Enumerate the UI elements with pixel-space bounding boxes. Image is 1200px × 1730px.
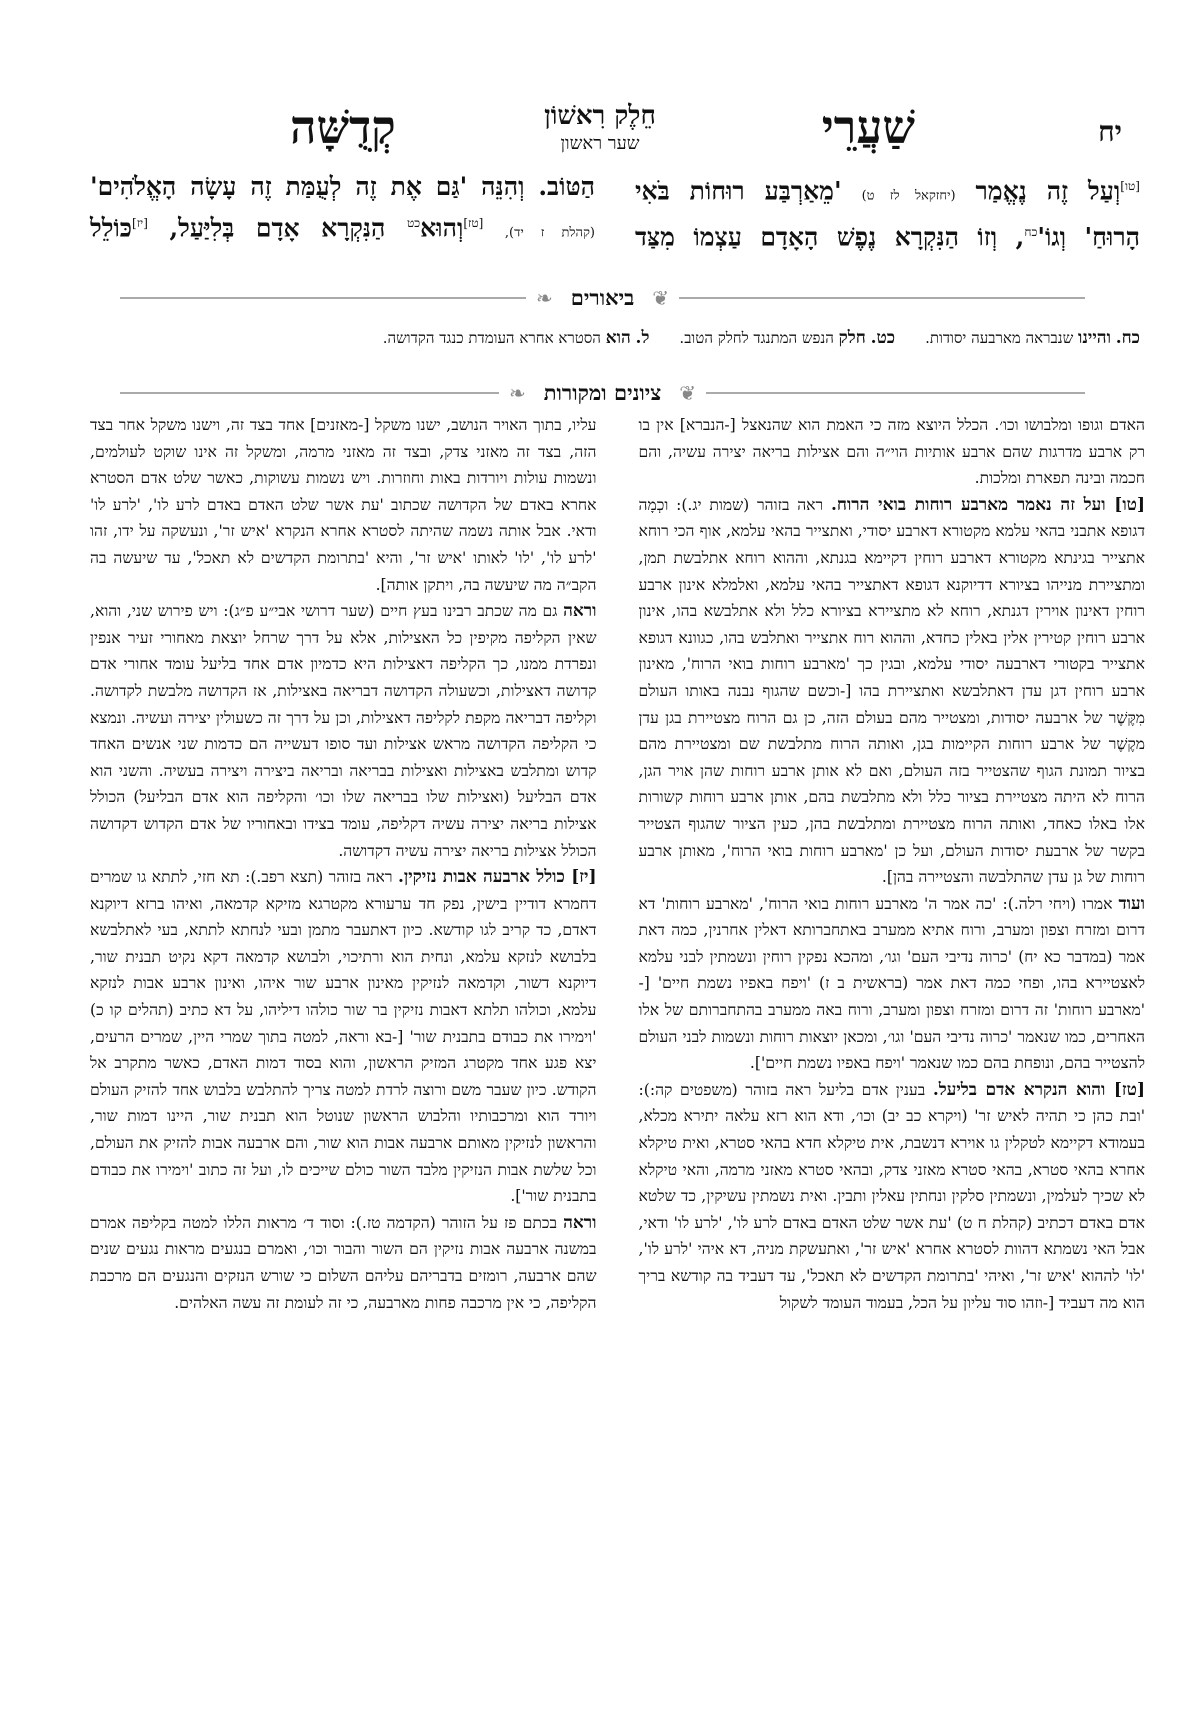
note-marker: [טז]	[463, 216, 484, 230]
sources-column-right	[639, 412, 1146, 1316]
note-marker: כט	[407, 216, 421, 230]
divider-line	[120, 297, 526, 299]
sources-column-left	[90, 412, 597, 1316]
note-marker: כח	[1024, 225, 1038, 240]
paragraph-text: ראה בזוהר (שמות יג.): וכְמָה דגופא אתבני בהאי עלמא מקטורא דארבע יסודי, ואתצייר בהאי עלמא, אוף הכי רוחא אתצייר בגינתא מקטורא דארבע רוחין דקיימא בגנתא, וההוא רוחא אתלבשת תמן, ומתציירת מנייהו בציורא דדיוקנא דגופא דאתצייר בהאי עלמא, ואלמלא אינון ארבע רוחין דאינון אוירין דגנתא, רוחא לא מתציירא בציורא כלל ולא אתלבשא בהו, אינון ארבע רוחין קטירין אלין באלין כחדא, וההוא רוח אתצייר ואתלבש בהו, כגוונא דגופא אתצייר בקטורי דארבעה יסודי עלמא, ובגין כך 'מארבע רוחות בואי הרוח', מאינון ארבע רוחין דגן עדן דאתלבשא ואתציירת בהו [-וכשם שהגוף נבנה באותו העולם מִקֶּשֶׁר של ארבעה יסודות, ומצטייר מהם בעולם הזה, כן גם הרוח מצטיירת בגן עדן מקֶשֶׁר של ארבע רוחות הקיימות בגן, ואותה הרוח מתלבשת שם ומצטיירת מהם בציור תמונת הגוף שהצטייר בזה העולם, ואם לא אותן ארבע רוחות שהן אויר הגן, הרוח לא היתה מצטיירת בציור כלל ולא מתלבשת בהם, אותן ארבע רוחות קשורות אלו באלו כאחד, ואותה הרוח מצטיירת ומתלבשת בהן, כעין הציור שהגוף הצטייר בקשר של ארבעת יסודות העולם, ועל כן 'מארבע רוחות בואי הרוח', מאותן ארבע רוחות של גן עדן שהתלבשה והצטיירה בהן].	[638, 495, 1146, 887]
ornament-icon: ❧	[508, 381, 526, 405]
main-line: 'מֵאַרְבַּע רוּחוֹת בֹּאִי	[635, 176, 842, 206]
sources-divider	[120, 378, 1085, 408]
divider-line	[706, 392, 1085, 394]
source-paragraph	[90, 412, 597, 598]
biur-text: שנבראה מארבעה יסודות.	[925, 329, 1074, 347]
paragraph-text: האדם וגופו ומלבושו וכו׳. הכלל היוצא מזה כי האמת הוא שהנאצל [-הנברא] אין בו רק ארבע מדרגות שהם ארבע אותיות הוי״ה והם אצילות בריאה יצירה עשיה, והם חכמה ובינה תפארת ומלכות.	[638, 416, 1145, 488]
main-text-right	[635, 168, 1140, 256]
biurim-notes	[90, 328, 1140, 348]
paragraph-text: אמרו (ויחי רלה.): 'כה אמר ה' מארבע רוחות בואי הרוח', 'מארבע רוחות' דא דרום ומזרח וצפון ומערב, ורוח אתיא ממערב באתחברותא דאלין אחרנין, כמה דאת אמר (במדבר כא יח) 'כרוה נדיבי העם' וגו׳, ומהכא נפקין רוחין ונשמתין לבני עלמא לאצטיירא בהו, ופחי כמה דאת אמר (בראשית ב ז) 'ויפח באפיו נשמת חיים' [-'מארבע רוחות' זה דרום ומזרח וצפון ומערב, ורוח באה ממערב בהתחברותם של אלו האחרים, כמו שנאמר 'כרוה נדיבי העם' וגו׳, ומכאן יוצאות רוחות ונשמות לבני העולם להצטייר בהם, ונופחת בהם כמו שנאמר 'ויפח באפיו נשמת חיים'].	[638, 894, 1145, 1073]
page-header	[0, 95, 1200, 165]
biur-text: הנפש המתנגד לחלק הטוב.	[679, 329, 834, 347]
source-paragraph	[90, 864, 597, 1210]
main-text-left	[90, 168, 595, 256]
main-line: הָרוּחַ' וְגוֹ'	[1037, 222, 1140, 252]
paragraph-text: עליו, בתוך האויר הנושב, ישנו משקל [-מאזנים] אחד בצד זה, וישנו משקל אחר בצד הזה, בצד זה מאזני צדק, ובצד זה מאזני מרמה, ומשקל זה אינו שוקט לעולמים, ונשמות עולות ויורדות באות וחוזרות. ויש נשמות עשוקות, כאשר שלט אדם הסטרא אחרא באדם של הקדושה שכתוב 'עת אשר שלט האדם באדם לרע לו', 'לרע לו' ודאי. אבל אותה נשמה שהיתה לסטרא אחרא הנקרא 'איש זר', ונעשקה על ידו, זהו 'לרע לו', 'לו' לאותו 'איש זר', והיא 'בתרומת הקדשים לא תאכל', עד שיעשה בה הקב״ה מה שיעשה בה, ויתקן אותה].	[90, 416, 597, 594]
biur-number: כט.	[870, 328, 896, 348]
note-marker: [טו]	[1120, 179, 1140, 193]
note-marker: [יז]	[132, 216, 148, 230]
page-number: יח	[1098, 115, 1122, 148]
gate-title: שער ראשון	[560, 133, 640, 154]
biur-item	[679, 328, 895, 348]
main-line: הַטּוֹב. וְהִנֵּה 'גַּם אֶת זֶה לְעֻמַּת זֶה עָשָׂה הָאֱלֹהִים'	[90, 172, 595, 201]
source-ref: (יחזקאל לז ט)	[861, 188, 956, 204]
source-paragraph	[90, 1210, 597, 1316]
source-ref: (קהלת ז יד),	[504, 225, 595, 241]
paragraph-lead: וראה	[563, 1212, 597, 1233]
sources-columns	[90, 412, 1145, 1316]
biurim-title: ביאורים	[570, 285, 635, 310]
ornament-icon: ❦	[679, 381, 697, 405]
source-paragraph	[639, 412, 1146, 492]
source-paragraph	[639, 891, 1146, 1077]
divider-line	[679, 297, 1085, 299]
book-title-left: קְדֻשָּׁה	[290, 100, 396, 154]
biur-item	[383, 328, 650, 348]
main-line: הַנִּקְרָא אָדָם בְּלִיַּעַל,	[169, 213, 407, 243]
biur-lead: הוא	[605, 328, 631, 348]
paragraph-text: גם מה שכתב רבינו בעץ חיים (שער דרושי אבי״ע פ״ג): ויש פירוש שני, והוא, שאין הקליפה מקיפין כל האצילות, אלא על דרך שרחל יוצאת מאחורי זעיר אנפין ונפרדת ממנו, כך הקליפה דאצילות היא כדמיון אדם אחד בליעל עומד אחורי אדם קדושה דאצילות, וכשעולה הקדושה דבריאה באצילות, אז הקדושה מלבשת לקדושה. וקליפה דבריאה מקפת לקליפה דאצילות, וכן על דרך זה כשעולין יצירה ועשיה. ונמצא כי הקליפה הקדושה מראש אצילות ועד סופו דעשייה הם כדמות שני אנשים האחד קדוש ומתלבש באצילות ואצילות בבריאה ובריאה ביצירה ויצירה בעשיה. והשני הוא אדם הבליעל (ואצילות שלו בבריאה שלו וכו׳ והקליפה הוא אדם הבליעל) הכולל אצילות בריאה יצירה עשיה דקליפה, עומד בצידו ובאחוריו של אדם הקדוש דקדושה הכולל אצילות בריאה יצירה עשיה דקדושה.	[90, 602, 597, 860]
biur-lead: והיינו	[1078, 328, 1111, 348]
biur-number: כח.	[1115, 328, 1140, 348]
paragraph-lead: [טו] ועל זה נאמר מארבע רוחות בואי הרוח.	[830, 494, 1145, 515]
paragraph-lead: ועוד	[1118, 893, 1145, 914]
biur-text: הסטרא אחרא העומדת כנגד הקדושה.	[382, 329, 601, 347]
section-heading	[0, 101, 1200, 154]
divider-line	[120, 392, 499, 394]
source-paragraph	[639, 1077, 1146, 1316]
main-line: וְעַל זֶה נֶאֱמַר	[975, 176, 1121, 206]
paragraph-text: בכתם פז על הזוהר (הקדמה טז.): וסוד ד׳ מראות הללו למטה בקליפה אמרם במשנה ארבעה אבות נזיקין הם השור והבור וכו׳, ואמרם בנגעים מראות נגעים שנים שהם ארבעה, רומזים בדבריהם עליהם השלום כי שורש הנזקים והנגעים הם מרכבת הקליפה, כי אין מרכבה פחות מארבעה, כי זה לעומת זה עשה האלהים.	[90, 1213, 597, 1312]
main-line: וְהוּא	[420, 213, 464, 243]
main-line: , וְזוֹ הַנִּקְרָא נֶפֶשׁ הָאָדָם עַצְמוֹ מִצַּד	[635, 222, 1025, 252]
paragraph-lead: וראה	[563, 601, 597, 622]
sources-title: ציונים ומקורות	[543, 380, 662, 405]
main-text	[90, 168, 1140, 256]
biur-item	[925, 328, 1140, 348]
ornament-icon: ❧	[536, 286, 553, 310]
part-title: חֵלֶק רִאשׁוֹן	[544, 101, 656, 131]
paragraph-text: ראה בזוהר (תצא רפב.): תא חזי, לתתא גו שמרים דחמרא דודיין בישין, נפק חד ערעורא מקטרגא מזיקא קדמאה, ואיהו ברזא דיוקנא דאדם, כד קריב לגו קודשא. כיון דאתעבר מתמן ובעי לנחתא לתתא, בעי לאתלבשא בלבושא לנזקא עלמא, ונחית הוא ורתיכוי, ולבושא קדמאה דקא נקיט תבנית שור, דיוקנא דשור, וקדמאה לנזיקין מאינון ארבע שור איהו, ואינון ארבע אבות לנזקא עלמא, וכולהו תלתא דאבות נזיקין בר שור כולהו דיליהו, על דא כתיב (תהלים קו כ) 'וימירו את כבודם בתבנית שור' [-בא וראה, למטה בתוך שמרי היין, שמרים הרעים, יצא פגע אחד מקטרג המזיק הראשון, והוא בסוד דמות האדם, כאשר מתקרב אל הקודש. כיון שעבר משם ורוצה לרדת למטה צריך להתלבש בלבוש אחד להזיק העולם ויורד הוא ומרכבותיו והלבוש הראשון שנוטל הוא תבנית שור, היינו דמות שור, והראשון לנזיקין מאותם ארבעה אבות הוא שור, והם ארבעה אבות להזיק את העולם, וכל שלשת אבות הנזיקין מלבד השור כולם שייכים לו, ועל זה כתוב 'וימירו את כבודם בתבנית שור'].	[90, 868, 597, 1206]
paragraph-text: בענין אדם בליעל ראה בזוהר (משפטים קה:): 'ובת כהן כי תהיה לאיש זר' (ויקרא כב יב) וכו׳, ודא הוא רזא עלאה יתירא מכלא, בעמודא דקיימא לטקלין גו אוירא דנשבת, אית טיקלא חדא בהאי סטרא, ואית טיקלא אחרא בהאי סטרא, בהאי סטרא מאזני צדק, ובהאי סטרא מאזני מרמה, והאי טיקלא לא שכיך לעלמין, ונשמתין סלקין ונחתין עאלין ותבין. ואית נשמתין עשיקין, כד שלטא אדם באדם דכתיב (קהלת ח ט) 'עת אשר שלט האדם באדם לרע לו', 'לרע לו' ודאי, אבל האי נשמתא דהוות לסטרא אחרא 'איש זר', ואתעשקת מניה, דא איהי 'לרע לו', 'לו' לההוא 'איש זר', ואיהי 'בתרומת הקדשים לא תאכל', עד דעביד בה קודשא בריך הוא מה דעביד [-וזהו סוד עליון על הכל, בעמוד העומד לשקול	[638, 1080, 1145, 1312]
book-title-right: שַׁעֲרֵי	[821, 100, 915, 154]
biurim-divider	[120, 283, 1085, 313]
biur-number: ל.	[635, 328, 650, 348]
source-paragraph	[90, 598, 597, 864]
source-paragraph	[639, 492, 1146, 891]
biur-lead: חלק	[838, 328, 866, 348]
paragraph-lead: [יז] כולל ארבעה אבות נזיקין.	[397, 867, 597, 888]
ornament-icon: ❦	[652, 286, 669, 310]
main-line: כּוֹלֵל	[90, 213, 133, 243]
paragraph-lead: [טז] והוא הנקרא אדם בליעל.	[932, 1079, 1145, 1100]
